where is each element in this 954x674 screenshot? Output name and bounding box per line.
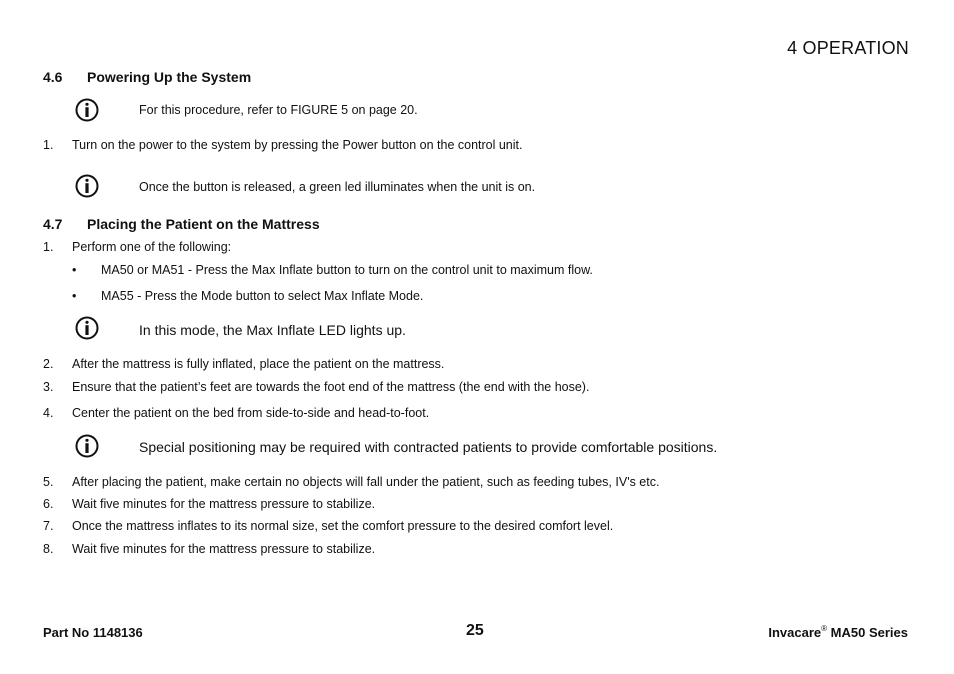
section-number-4-6: 4.6: [43, 69, 63, 85]
step-number: 3.: [43, 380, 54, 394]
step-text: Perform one of the following:: [72, 240, 232, 254]
bullet-marker: •: [72, 289, 77, 303]
step-number: 5.: [43, 475, 54, 489]
series-name: MA50 Series: [830, 625, 908, 640]
step-text: Ensure that the patient’s feet are towards the foot end of the mattress (the end with the hose).: [72, 380, 590, 394]
section-title-4-6: Powering Up the System: [87, 69, 252, 85]
step-text: Wait five minutes for the mattress pressure to stabilize.: [72, 542, 376, 556]
section-title-4-7: Placing the Patient on the Mattress: [87, 216, 320, 232]
note-text: In this mode, the Max Inflate LED lights up.: [139, 322, 406, 338]
step-number: 7.: [43, 519, 54, 533]
info-icon: [75, 434, 99, 458]
step-text: After the mattress is fully inflated, place the patient on the mattress.: [72, 357, 445, 371]
footer-brand: [768, 625, 908, 640]
step-text: After placing the patient, make certain no objects will fall under the patient, such as feeding tubes, IV's etc.: [72, 475, 660, 489]
footer-page-number: 25: [466, 622, 484, 639]
info-icon: [75, 174, 99, 198]
section-number-4-7: 4.7: [43, 216, 63, 232]
info-icon: [75, 316, 99, 340]
footer-part-number: Part No 1148136: [43, 625, 143, 640]
chapter-header: 4 OPERATION: [787, 38, 909, 58]
note-text: Once the button is released, a green led illuminates when the unit is on.: [139, 180, 536, 194]
note-text: Special positioning may be required with contracted patients to provide comfortable positions.: [139, 439, 718, 455]
brand-name: Invacare: [768, 625, 822, 640]
step-number: 4.: [43, 406, 54, 420]
bullet-text: MA50 or MA51 - Press the Max Inflate button to turn on the control unit to maximum flow.: [101, 263, 593, 277]
step-text: Once the mattress inflates to its normal size, set the comfort pressure to the desired comfort level.: [72, 519, 614, 533]
bullet-marker: •: [72, 263, 77, 277]
step-number: 6.: [43, 497, 54, 511]
step-number: 1.: [43, 240, 54, 254]
step-text: Turn on the power to the system by pressing the Power button on the control unit.: [72, 138, 523, 152]
info-icon: [75, 98, 99, 122]
step-text: Wait five minutes for the mattress pressure to stabilize.: [72, 497, 376, 511]
note-text: For this procedure, refer to FIGURE 5 on page 20.: [139, 103, 418, 117]
bullet-text: MA55 - Press the Mode button to select Max Inflate Mode.: [101, 289, 424, 303]
step-number: 1.: [43, 138, 54, 152]
step-text: Center the patient on the bed from side-to-side and head-to-foot.: [72, 406, 430, 420]
registered-mark: ®: [821, 624, 828, 633]
step-number: 2.: [43, 357, 54, 371]
step-number: 8.: [43, 542, 54, 556]
